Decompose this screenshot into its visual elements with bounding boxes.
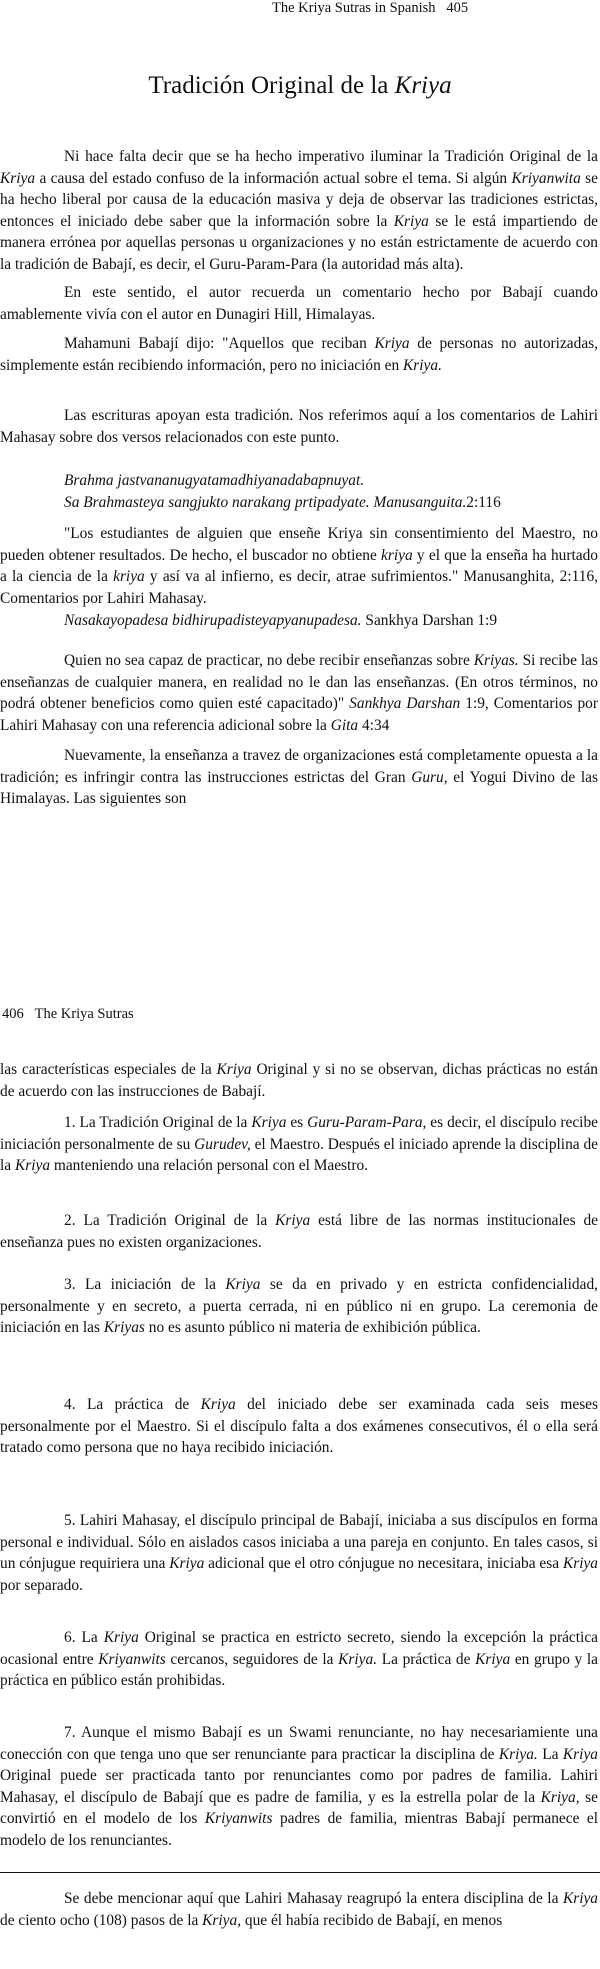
text-run: se ha hecho liberal por causa de la educación masiva y deja de observar las tradiciones estrictas, entonces el iniciado debe saber que la información sobre la: [0, 169, 598, 230]
paragraph-characteristics: [0, 1059, 598, 1102]
text-run: 4. La práctica de: [64, 1396, 201, 1413]
text-run: por separado.: [0, 1576, 83, 1594]
text-run: Nuevamente, la enseñanza a travez de organizaciones está completamente opuesta a la tradición; es infringir contra las instrucciones estrictas del Gran: [0, 747, 598, 786]
text-run: del iniciado debe ser examinada cada seis meses personalmente por el Maestro. Si el discípulo falta a dos exámenes consecutivos, él o ella será tratado como persona que no haya recibido iniciación.: [0, 1396, 598, 1456]
text-run-italic: Kriya: [169, 1555, 205, 1572]
page-title: [0, 72, 600, 100]
paragraph-text: Las escrituras apoyan esta tradición. Nos referimos aquí a los comentarios de Lahiri Mahasay sobre dos versos relacionados con este punto.: [0, 407, 598, 446]
text-run-italic: Kriya: [200, 1396, 236, 1413]
paragraph-sankhya-commentary: [0, 650, 598, 736]
text-run-italic: Kriya: [475, 1650, 511, 1668]
verse-reference: Manusanguita.: [373, 493, 467, 511]
running-header: [272, 0, 468, 17]
text-run: y el que la enseña ha hurtado a la ciencia de la: [0, 546, 599, 585]
text-run: "Los estudiantes de alguien que enseñe Kriya sin consentimiento del Maestro, no pueden obtener resultados. De hecho, el buscador no obtiene: [0, 525, 598, 564]
text-run: Se debe mencionar aquí que Lahiri Mahasay reagrupó la entera disciplina de la: [64, 1890, 563, 1907]
title-main: Tradición Original de la: [148, 72, 395, 99]
verse-reference: Sankhya Darshan 1:9: [361, 612, 498, 629]
footnote: [0, 1888, 598, 1931]
text-run-italic: kriya: [113, 568, 145, 585]
text-run: adicional que el otro cónjugue no necesitara, iniciaba esa: [204, 1555, 563, 1572]
text-run-italic: Sankhya Darshan: [349, 695, 461, 712]
text-run: 7. Aunque el mismo Babají es un Swami renunciante, no hay necesariamiente una conección con que tenga uno que ser renunciante para practicar la disciplina de: [0, 1724, 598, 1763]
text-run: se convirtió en el modelo de los: [0, 1788, 598, 1827]
text-run: que él había recibido de Babají, en menos: [241, 1911, 503, 1929]
verse-manusanguita: [64, 470, 594, 513]
text-run: el Maestro. Después el iniciado aprende la disciplina de la: [0, 1135, 599, 1174]
text-run: Ni hace falta decir que se ha hecho imperativo iluminar la Tradición Original de la: [64, 148, 598, 165]
text-run: 1. La Tradición Original de la: [64, 1114, 252, 1131]
text-run-italic: Guru,: [411, 768, 448, 786]
text-run-italic: Kriya: [14, 1157, 51, 1174]
text-run: padres de familia, mientras Babají permanece el modelo de los renunciantes.: [0, 1810, 599, 1849]
verse-reference-number: 2:116: [466, 493, 501, 511]
text-run: La: [537, 1745, 563, 1763]
list-item-7: [0, 1722, 598, 1851]
text-run-italic: Guru-Param-Para,: [307, 1114, 427, 1131]
text-run: 6. La: [64, 1629, 104, 1646]
text-run-italic: Kriya: [562, 1890, 598, 1907]
text-run-italic: Kriya.: [403, 356, 442, 374]
text-run-italic: Kriya: [374, 335, 410, 352]
paragraph-manusanghita-commentary: [0, 523, 598, 609]
text-run: 3. La iniciación de la: [64, 1276, 226, 1293]
list-item-5: [0, 1510, 598, 1596]
text-run-italic: Gita: [330, 716, 359, 734]
text-run-italic: Kriya,: [540, 1788, 580, 1806]
text-run: se da en privado y en estricta confidencialidad, personalmente y en secreto, a puerta cerrada, ni en público ni en grupo. La ceremonia de iniciación en las: [0, 1276, 598, 1336]
text-run: de personas no autorizadas, simplemente están recibiendo información, pero no iniciación en: [0, 335, 598, 374]
running-header: [2, 1006, 134, 1023]
text-run-italic: Kriya: [562, 1745, 598, 1763]
paragraph-babaji-comment: [0, 282, 598, 325]
text-run: cercanos, seguidores de la: [165, 1650, 339, 1668]
verse-line: Brahma jastvananugyatamadhiyanadabapnuyat.: [64, 472, 365, 489]
list-item-3: [0, 1274, 598, 1339]
text-run: se le está impartiendo de manera errónea por aquellas personas u organizaciones y no están estrictamente de acuerdo con la tradición de Babají, es decir, el Guru-Param-Para (la autoridad más alta).: [0, 212, 598, 273]
text-run: no es asunto público ni materia de exhibición pública.: [144, 1319, 481, 1336]
text-run: las características especiales de la: [0, 1061, 217, 1078]
text-run: Mahamuni Babají dijo: "Aquellos que reciban: [64, 335, 375, 352]
text-run: 2. La Tradición Original de la: [64, 1212, 276, 1229]
text-run: Original se practica en estricto secreto, siendo la excepción la práctica ocasional entre: [0, 1629, 598, 1668]
paragraph-babaji-quote: [0, 333, 598, 376]
text-run: a causa del estado confuso de la información actual sobre el tema. Si algún: [35, 169, 512, 187]
text-run: y así va al infierno, es decir, atrae sufrimientos." Manusanghita, 2:116, Comentarios por Lahiri Mahasay.: [0, 568, 598, 607]
text-run: Original puede ser practicada tanto por renunciantes como por padres de familia. Lahiri Mahasay, el discípulo de Babají que es padre de familia, y es la estrella polar de la: [0, 1767, 598, 1806]
text-run-italic: Kriya.: [338, 1650, 378, 1668]
text-run-italic: Kriya: [251, 1114, 287, 1131]
paragraph-intro: [0, 146, 598, 275]
verse-line: Sa Brahmasteya sangjukto narakang prtipadyate.: [64, 493, 370, 511]
text-run: 4:34: [358, 716, 390, 734]
verse-sankhya: [64, 610, 594, 632]
text-run-italic: Kriya.: [498, 1745, 538, 1763]
text-run: 5. Lahiri Mahasay, el discípulo principal de Babají, iniciaba a sus discípulos en forma personal e individual. Sólo en aislados casos iniciaba a una pareja en conjunto. En tales casos, si un cónjugue requiriera una: [0, 1512, 598, 1572]
text-run-italic: Kriyanwits: [98, 1650, 166, 1668]
page-number: 405: [446, 0, 469, 16]
text-run-italic: Kriya: [275, 1212, 311, 1229]
text-run-italic: kriya: [381, 546, 413, 564]
verse-line: Nasakayopadesa bidhirupadisteyapyanupadesa.: [64, 612, 362, 629]
text-run-italic: Kriya: [225, 1276, 261, 1293]
text-run-italic: Kriyanwits: [204, 1810, 273, 1827]
text-run: Original y si no se observan, dichas prácticas no están de acuerdo con las instrucciones de Babají.: [0, 1061, 598, 1100]
list-item-1: [0, 1112, 598, 1177]
paragraph-text: En este sentido, el autor recuerda un comentario hecho por Babají cuando amablemente vivía con el autor en Dunagiri Hill, Himalayas.: [0, 284, 598, 323]
text-run-italic: Kriyanwita: [511, 169, 581, 187]
text-run: el Yogui Divino de las Himalayas. Las siguientes son: [0, 768, 598, 807]
title-italic: Kriya: [394, 72, 452, 99]
paragraph-organizations: [0, 745, 598, 810]
text-run-italic: Kriya: [103, 1629, 139, 1646]
list-item-2: [0, 1210, 598, 1253]
text-run-italic: Kriya: [216, 1061, 252, 1078]
running-title: The Kriya Sutras in Spanish: [272, 0, 436, 16]
text-run: manteniendo una relación personal con el Maestro.: [50, 1157, 368, 1174]
text-run-italic: Kriya,: [202, 1911, 242, 1929]
paragraph-scriptures: [0, 405, 598, 448]
page-number: 406: [2, 1006, 24, 1022]
text-run: Quien no sea capaz de practicar, no debe recibir enseñanzas sobre: [64, 652, 474, 669]
text-run-italic: Gurudev,: [194, 1135, 251, 1153]
text-run-italic: Kriya: [393, 212, 429, 230]
text-run: es decir, el discípulo recibe iniciación personalmente de su: [0, 1114, 598, 1153]
list-item-6: [0, 1627, 598, 1692]
text-run: de ciento ocho (108) pasos de la: [0, 1911, 203, 1929]
text-run-italic: Kriya: [562, 1555, 598, 1572]
text-run: es: [286, 1114, 308, 1131]
text-run: en grupo y la práctica en público están prohibidas.: [0, 1650, 599, 1689]
footnote-divider: [0, 1872, 600, 1873]
text-run-italic: Kriyas.: [473, 652, 519, 669]
text-run-italic: Kriyas: [103, 1319, 145, 1336]
text-run: La práctica de: [377, 1650, 476, 1668]
text-run: 1:9, Comentarios por Lahiri Mahasay con una referencia adicional sobre la: [0, 695, 598, 734]
running-title: The Kriya Sutras: [34, 1006, 134, 1022]
page-406: [0, 1000, 600, 1969]
text-run-italic: Kriya: [0, 169, 36, 187]
list-item-4: [0, 1394, 598, 1459]
text-run: Si recibe las enseñanzas de cualquier manera, en realidad no le dan las enseñanzas. (En otros términos, no podrá obtener beneficios como quien esté capacitado)": [0, 652, 598, 712]
text-run: está libre de las normas institucionales de enseñanza pues no existen organizaciones.: [0, 1212, 598, 1251]
